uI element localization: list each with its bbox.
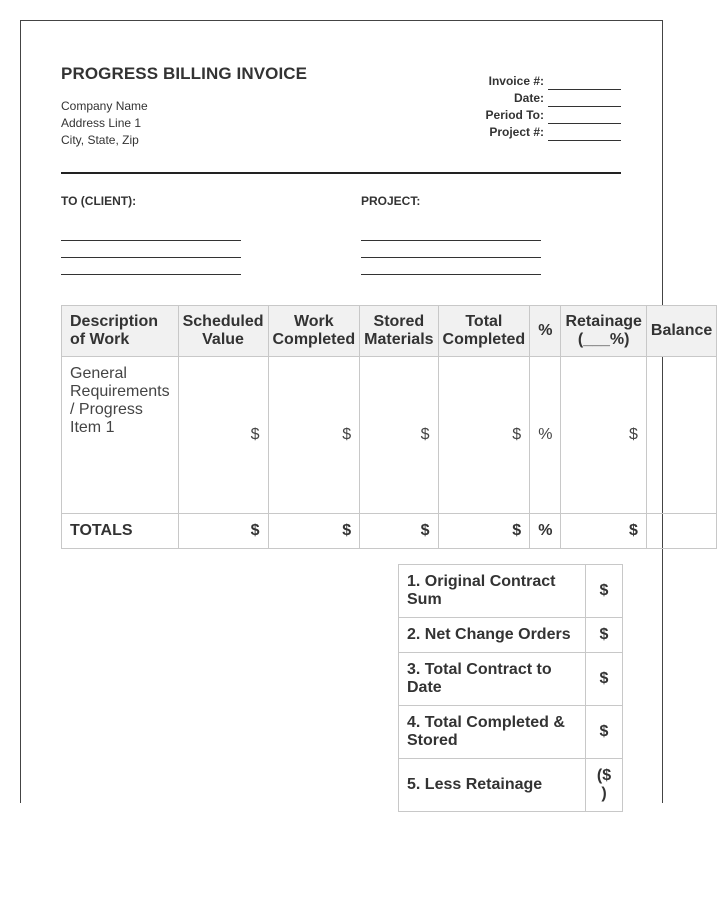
col-stored-materials: Stored Materials <box>360 306 438 357</box>
invoice-number-label: Invoice #: <box>488 74 544 88</box>
summary-row <box>399 759 623 812</box>
company-name: Company Name <box>61 99 148 113</box>
invoice-title: PROGRESS BILLING INVOICE <box>61 64 308 83</box>
client-section <box>61 194 241 275</box>
company-city: City, State, Zip <box>61 133 139 147</box>
summary-row <box>399 618 623 653</box>
summary-row <box>399 706 623 759</box>
invoice-page <box>20 20 713 803</box>
client-line[interactable] <box>61 241 241 258</box>
client-label: TO (CLIENT): <box>61 194 137 208</box>
date-label: Date: <box>513 91 544 105</box>
summary-value[interactable]: $ <box>586 706 623 759</box>
project-section <box>361 194 541 275</box>
project-number-line[interactable] <box>548 128 621 141</box>
totals-label: TOTALS <box>62 514 179 549</box>
project-line[interactable] <box>361 258 541 275</box>
project-line[interactable] <box>361 241 541 258</box>
period-to-line[interactable] <box>548 111 621 124</box>
col-total-completed: Total Completed <box>438 306 530 357</box>
col-retainage: Retainage (___%) <box>561 306 646 357</box>
company-block <box>61 98 148 149</box>
col-work-completed: Work Completed <box>268 306 360 357</box>
totals-retainage: $ <box>561 514 646 549</box>
table-row <box>62 357 717 514</box>
summary-label: 5. Less Retainage <box>399 759 586 812</box>
project-number-label: Project #: <box>489 125 544 139</box>
col-scheduled-value: Scheduled Value <box>178 306 268 357</box>
invoice-number-line[interactable] <box>548 77 621 90</box>
project-line[interactable] <box>361 224 541 241</box>
item-scheduled[interactable]: $ <box>178 357 268 514</box>
summary-label: 1. Original Contract Sum <box>399 565 586 618</box>
item-percent[interactable]: % <box>530 357 561 514</box>
summary-row <box>399 653 623 706</box>
project-label: PROJECT: <box>361 194 421 208</box>
item-balance[interactable] <box>646 357 716 514</box>
summary-label: 4. Total Completed & Stored <box>399 706 586 759</box>
period-to-field[interactable] <box>461 107 621 124</box>
summary-label: 3. Total Contract to Date <box>399 653 586 706</box>
summary-value[interactable]: $ <box>586 618 623 653</box>
item-total[interactable]: $ <box>438 357 530 514</box>
summary-table <box>398 564 623 812</box>
totals-scheduled: $ <box>178 514 268 549</box>
col-balance: Balance <box>646 306 716 357</box>
totals-total: $ <box>438 514 530 549</box>
totals-row <box>62 514 717 549</box>
col-percent: % <box>530 306 561 357</box>
company-address: Address Line 1 <box>61 116 142 130</box>
summary-row <box>399 565 623 618</box>
totals-balance <box>646 514 716 549</box>
totals-work: $ <box>268 514 360 549</box>
client-line[interactable] <box>61 224 241 241</box>
item-description[interactable]: General Requirements / Progress Item 1 <box>62 357 179 514</box>
table-header-row <box>62 306 717 357</box>
date-field[interactable] <box>461 90 621 107</box>
summary-value[interactable]: $ <box>586 653 623 706</box>
item-work[interactable]: $ <box>268 357 360 514</box>
invoice-number-field[interactable] <box>461 73 621 90</box>
invoice-meta <box>461 73 621 141</box>
totals-percent: % <box>530 514 561 549</box>
period-to-label: Period To: <box>485 108 544 122</box>
summary-label: 2. Net Change Orders <box>399 618 586 653</box>
item-retainage[interactable]: $ <box>561 357 646 514</box>
summary-value[interactable]: $ <box>586 565 623 618</box>
totals-stored: $ <box>360 514 438 549</box>
work-table <box>61 305 717 549</box>
header-divider <box>61 172 621 174</box>
date-line[interactable] <box>548 94 621 107</box>
summary-value[interactable]: ($ ) <box>586 759 623 812</box>
client-line[interactable] <box>61 258 241 275</box>
item-stored[interactable]: $ <box>360 357 438 514</box>
col-description: Description of Work <box>62 306 179 357</box>
project-number-field[interactable] <box>461 124 621 141</box>
